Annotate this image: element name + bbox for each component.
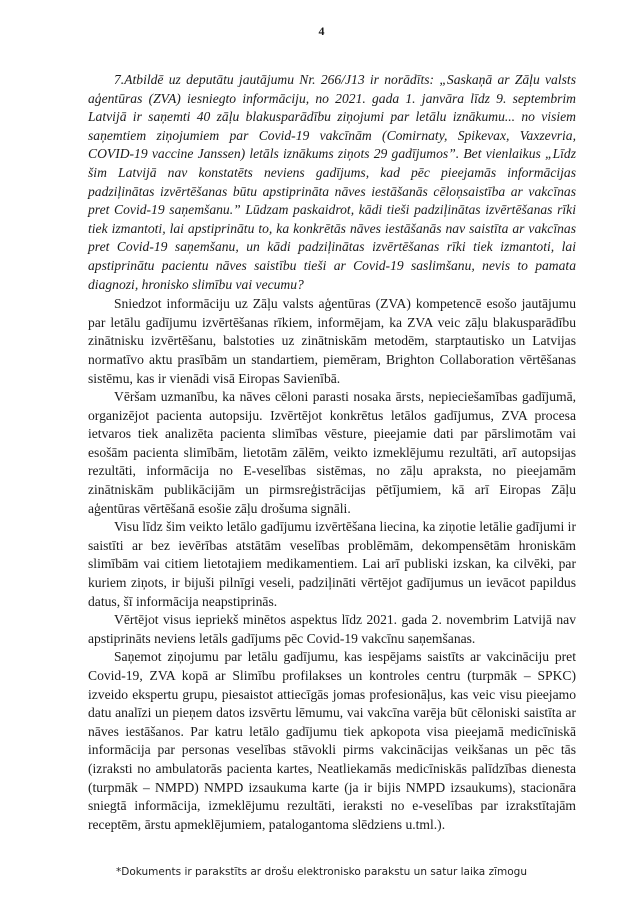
- answer-paragraph-3: Visu līdz šim veikto letālo gadījumu izvērtēšana liecina, ka ziņotie letālie gadījumi ir saistīti ar bez ievērības atstātām veselības problēmām, dekompensētām hroniskām slimībām vai citiem lietotajiem medikamentiem. Lai arī publiski izskan, ka cilvēki, par kuriem ziņots, ir bijuši pilnīgi veseli, padziļināti vērtējot gadījumus un ievācot papildus datus, šī informācija neapstiprinās.: [88, 519, 576, 609]
- page-number: 4: [318, 24, 325, 38]
- answer-paragraph-2: Vēršam uzmanību, ka nāves cēloni parasti nosaka ārsts, nepieciešamības gadījumā, organizējot pacienta autopsiju. Izvērtējot konkrētus letālos gadījumus, ZVA procesa ietvaros tiek analizēta pacienta slimības vēsture, pieejamie dati par pārslimotām vai esošām pacienta slimībām, lietotām zālēm, veikto izmeklējumu rezultāti, arī autopsijas rezultāti, informācija no E-veselības sistēmas, no zāļu apraksta, no pieejamām zinātniskām publikācijām un pirmsreģistrācijas pētījumiem, kā arī Eiropas Zāļu aģentūras vērtēšanā esošie zāļu drošuma signāli.: [88, 389, 576, 516]
- answer-paragraph-5: Saņemot ziņojumu par letālu gadījumu, kas iespējams saistīts ar vakcināciju pret Covid-19, ZVA kopā ar Slimību profilakses un kontroles centru (turpmāk – SPKC) izveido ekspertu grupu, piesaistot attiecīgās jomas profesionāļus, kas veic visu pieejamo datu analīzi un pieņem datos izsvērtu lēmumu, vai vakcīna varēja būt cēloniski saistīta ar nāves iestāšanos. Par katru letālo gadījumu tiek apkopota visa pieejamā medicīniskā informācija par personas veselības stāvokli pirms vakcinācijas veikšanas un pēc tās (izraksti no ambulatorās pacienta kartes, Neatliekamās medicīniskās palīdzības dienesta (turpmāk – NMPD) NMPD izsaukuma karte (ja ir bijis NMPD izsaukums), stacionāra sniegtā informācija, izmeklējumu rezultāti, ieraksti no e-veselības par izrakstītajām receptēm, ārstu apmeklējumiem, patalogantoma slēdziens u.tml.).: [88, 649, 576, 832]
- signature-footnote: *Dokuments ir parakstīts ar drošu elektronisko parakstu un satur laika zīmogu: [116, 866, 527, 878]
- question-paragraph: 7.Atbildē uz deputātu jautājumu Nr. 266/J13 ir norādīts: „Saskaņā ar Zāļu valsts aģentūras (ZVA) iesniegto informāciju, no 2021. gada 1. janvāra līdz 9. septembrim Latvijā ir saņemti 40 zāļu blakusparādību ziņojumi par letālu iznākumu... no visiem saņemtiem ziņojumiem par Covid-19 vakcīnām (Comirnaty, Spikevax, Vaxzevria, COVID-19 vaccine Janssen) letāls iznākums ziņots 29 gadījumos”. Bet vienlaikus „Līdz šim Latvijā nav konstatēts neviens gadījums, kad pēc pieejamās informācijas padziļinātas izvērtēšanas būtu apstiprināta nāves iestāšanās cēloņsaistība ar vakcīnas pret Covid-19 saņemšanu.” Lūdzam paskaidrot, kādi tieši padziļinātas izvērtēšanas rīki tiek izmantoti, lai apstiprinātu to, ka konkrētās nāves iestāšanās nav saistīta ar vakcīnas pret Covid-19 saņemšanu, un kādi padziļinātas izvērtēšanas rīki tiek izmantoti, lai apstiprinātu pacientu nāves saistību tieši ar Covid-19 saslimšanu, nevis to pamata diagnozi, hronisko slimību vai vecumu?: [88, 72, 576, 292]
- answer-paragraph-1: Sniedzot informāciju uz Zāļu valsts aģentūras (ZVA) kompetencē esošo jautājumu par letālu gadījumu izvērtēšanas rīkiem, informējam, ka ZVA veic zāļu blakusparādību zinātnisku izvērtēšanu, balstoties uz zinātniskām metodēm, starptautisko un Latvijas normatīvo aktu prasībām un standartiem, piemēram, Brighton Collaboration vērtēšanas sistēmu, kas ir vienādi visā Eiropas Savienībā.: [88, 296, 576, 386]
- answer-paragraph-4: Vērtējot visus iepriekš minētos aspektus līdz 2021. gada 2. novembrim Latvijā nav apstiprināts neviens letāls gadījums pēc Covid-19 vakcīnu saņemšanas.: [88, 612, 576, 646]
- document-body: [88, 71, 576, 834]
